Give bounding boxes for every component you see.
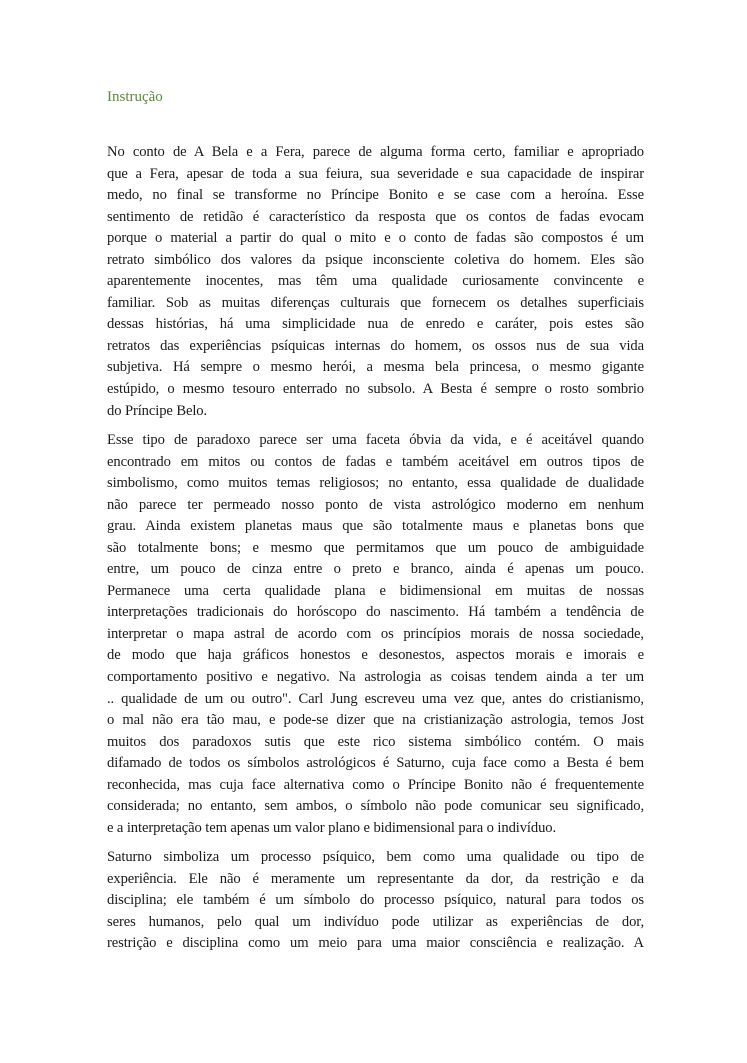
- text-line: retratos das experiências psíquicas internas do homem, os ossos nus de sua vida: [107, 337, 644, 354]
- text-line: seres humanos, pelo qual um indivíduo pode utilizar as experiências de dor,: [107, 913, 644, 930]
- text-line: interpretar o mapa astral de acordo com os princípios morais de nossa sociedade,: [107, 625, 644, 642]
- text-line: encontrado em mitos ou contos de fadas e também aceitável em outros tipos de: [107, 453, 644, 470]
- text-line: retrato simbólico dos valores da psique inconsciente coletiva do homem. Eles são: [107, 251, 644, 268]
- text-line: e a interpretação tem apenas um valor plano e bidimensional para o indivíduo.: [107, 819, 557, 836]
- text-line: Saturno simboliza um processo psíquico, bem como uma qualidade ou tipo de: [107, 849, 644, 865]
- document-page: [107, 86, 644, 952]
- text-line: .. qualidade de um ou outro". Carl Jung escreveu uma vez que, antes do cristianismo,: [107, 690, 644, 707]
- text-line: familiar. Sob as muitas diferenças culturais que fornecem os detalhes superficiais: [107, 294, 644, 311]
- text-line: do Príncipe Belo.: [107, 402, 208, 419]
- text-line: que a Fera, apesar de toda a sua feiura, sua severidade e sua capacidade de inspirar: [107, 165, 644, 182]
- text-line: reconhecida, mas cuja face alternativa como o Príncipe Bonito não é frequentemente: [107, 776, 644, 793]
- text-line: restrição e disciplina como um meio para uma maior consciência e realização. A: [107, 935, 644, 952]
- paragraph-1: [107, 142, 644, 422]
- text-line: subjetiva. Há sempre o mesmo herói, a mesma bela princesa, o mesmo gigante: [107, 359, 644, 376]
- text-line: de modo que haja gráficos honestos e desonestos, aspectos morais e imorais e: [107, 647, 644, 664]
- text-line: disciplina; ele também é um símbolo do processo psíquico, natural para todos os: [107, 892, 644, 909]
- text-line: comportamento positivo e negativo. Na astrologia as coisas tendem ainda a ter um: [107, 669, 644, 686]
- text-line: experiência. Ele não é meramente um representante da dor, da restrição e da: [107, 870, 644, 887]
- text-line: Permanece uma certa qualidade plana e bidimensional em muitas de nossas: [107, 582, 644, 599]
- text-line: estúpido, o mesmo tesouro enterrado no subsolo. A Besta é sempre o rosto sombrio: [107, 381, 644, 398]
- text-line: o mal não era tão mau, e pode-se dizer que na cristianização astrologia, temos Jost: [107, 712, 644, 729]
- text-line: muitos dos paradoxos sutis que este rico sistema simbólico contém. O mais: [107, 733, 644, 750]
- text-line: simbolismo, como muitos temas religiosos; no entanto, essa qualidade de dualidade: [107, 475, 644, 492]
- paragraph-3: [107, 847, 644, 955]
- text-line: Esse tipo de paradoxo parece ser uma faceta óbvia da vida, e é aceitável quando: [107, 432, 644, 448]
- text-line: difamado de todos os símbolos astrológicos é Saturno, cuja face como a Besta é bem: [107, 755, 644, 772]
- text-line: considerada; no entanto, sem ambos, o símbolo não pode comunicar seu significado,: [107, 798, 644, 815]
- text-line: aparentemente inocentes, mas têm uma qualidade curiosamente convincente e: [107, 273, 644, 290]
- text-line: entre, um pouco de cinza entre o preto e branco, ainda é apenas um pouco.: [107, 561, 644, 578]
- text-line: sentimento de retidão é característico da resposta que os contos de fadas evocam: [107, 208, 644, 225]
- section-heading: Instrução: [107, 89, 163, 105]
- text-line: não parece ter permeado nosso ponto de vista astrológico moderno em nenhum: [107, 496, 644, 513]
- text-line: grau. Ainda existem planetas maus que são totalmente maus e planetas bons que: [107, 518, 644, 535]
- text-line: No conto de A Bela e a Fera, parece de alguma forma certo, familiar e apropriado: [107, 144, 644, 160]
- text-line: são totalmente bons; e mesmo que permitamos que um pouco de ambiguidade: [107, 539, 644, 556]
- text-line: dessas histórias, há uma simplicidade nua de enredo e caráter, pois estes são: [107, 316, 644, 333]
- paragraph-2: [107, 430, 644, 839]
- text-line: medo, no final se transforme no Príncipe Bonito e se case com a heroína. Esse: [107, 187, 644, 204]
- text-line: porque o material a partir do qual o mito e o conto de fadas são compostos é um: [107, 230, 644, 247]
- text-line: interpretações tradicionais do horóscopo do nascimento. Há também a tendência de: [107, 604, 644, 621]
